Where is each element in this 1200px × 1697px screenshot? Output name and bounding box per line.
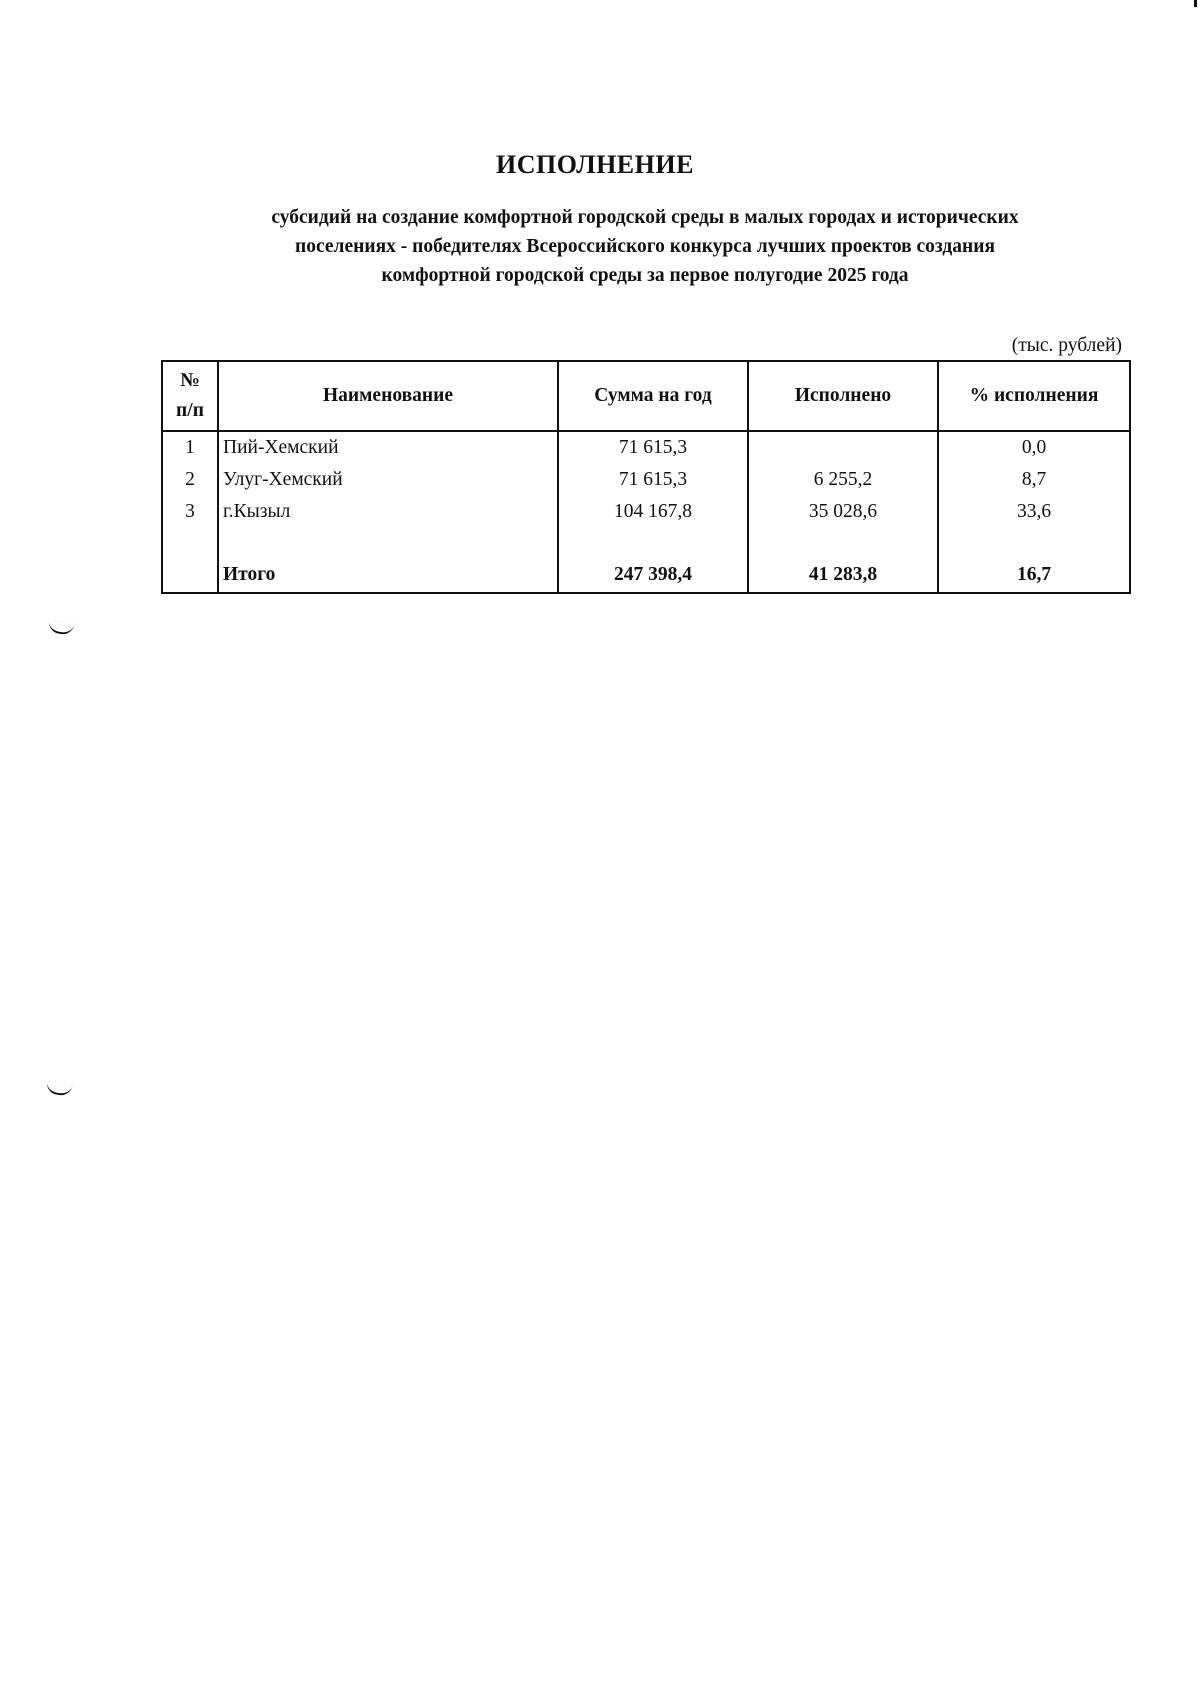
row-percent: 0,0 — [938, 431, 1130, 464]
subtitle-line: поселениях - победителях Всероссийского конкурса лучших проектов создания — [294, 236, 996, 257]
header-number — [162, 361, 218, 431]
row-plan: 71 615,3 — [558, 431, 748, 464]
binder-hole-mark — [45, 1081, 72, 1097]
subtitle-line: субсидий на создание комфортной городской среды в малых городах и исторических — [271, 207, 1019, 228]
row-done: 35 028,6 — [748, 496, 938, 528]
row-name: Пий-Хемский — [218, 431, 558, 464]
row-name: Улуг-Хемский — [218, 464, 558, 496]
subtitle-line: комфортной городской среды за первое полугодие 2025 года — [381, 265, 909, 286]
row-done: 6 255,2 — [748, 464, 938, 496]
units-note: (тыс. рублей) — [1011, 335, 1122, 356]
total-plan: 247 398,4 — [558, 558, 748, 593]
total-percent: 16,7 — [938, 558, 1130, 593]
page-title: ИСПОЛНЕНИЕ — [496, 150, 694, 179]
table-header-row — [162, 361, 1130, 431]
row-plan: 71 615,3 — [558, 464, 748, 496]
row-plan: 104 167,8 — [558, 496, 748, 528]
execution-table — [161, 360, 1131, 594]
row-name: г.Кызыл — [218, 496, 558, 528]
row-number: 1 — [162, 431, 218, 464]
header-number-abbrev: п/п — [176, 400, 204, 421]
table-spacer-row — [162, 528, 1130, 558]
row-number: 3 — [162, 496, 218, 528]
total-number-empty — [162, 558, 218, 593]
row-done — [748, 431, 938, 464]
binder-hole-mark — [47, 620, 74, 636]
header-percent: % исполнения — [938, 361, 1130, 431]
table-total-row — [162, 558, 1130, 593]
header-number-symbol: № — [180, 370, 200, 391]
row-percent: 8,7 — [938, 464, 1130, 496]
header-name: Наименование — [218, 361, 558, 431]
document-subtitle — [160, 203, 1130, 290]
total-done: 41 283,8 — [748, 558, 938, 593]
row-percent: 33,6 — [938, 496, 1130, 528]
scan-edge-mark — [1194, 0, 1197, 7]
table-row — [162, 496, 1130, 528]
row-number: 2 — [162, 464, 218, 496]
table-row — [162, 431, 1130, 464]
header-done: Исполнено — [748, 361, 938, 431]
header-plan: Сумма на год — [558, 361, 748, 431]
total-label: Итого — [218, 558, 558, 593]
table-row — [162, 464, 1130, 496]
